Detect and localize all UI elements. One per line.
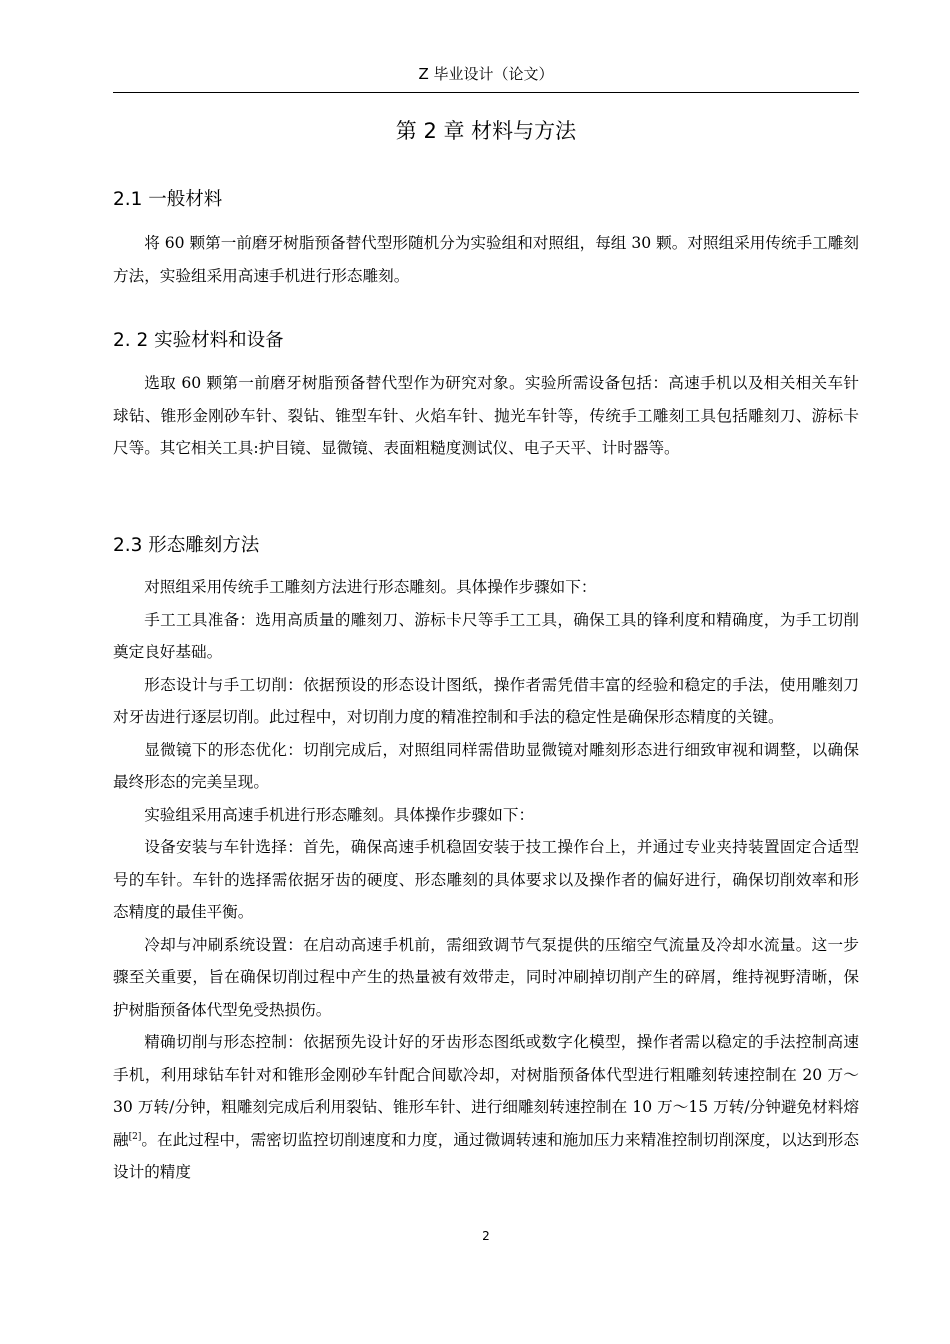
section-heading-2-2: 2. 2 实验材料和设备 bbox=[113, 330, 284, 351]
paragraph: 设备安装与车针选择：首先，确保高速手机稳固安装于技工操作台上，并通过专业夹持装置固定合适型号的车针。车针的选择需依据牙齿的硬度、形态雕刻的具体要求以及操作者的偏好进行，确保切削效率和形态精度的最佳平衡。 bbox=[113, 838, 859, 921]
paragraph-text: 。在此过程中，需密切监控切削速度和力度，通过微调转速和施加压力来精准控制切削深度，以达到形态设计的精度 bbox=[113, 1130, 859, 1181]
section-body-2-3 bbox=[113, 571, 859, 1189]
section-heading-2-3: 2.3 形态雕刻方法 bbox=[113, 535, 260, 556]
page-number: 2 bbox=[482, 1229, 490, 1243]
paragraph: 手工工具准备：选用高质量的雕刻刀、游标卡尺等手工工具，确保工具的锋利度和精确度，为手工切削奠定良好基础。 bbox=[113, 610, 859, 661]
paragraph: 显微镜下的形态优化：切削完成后，对照组同样需借助显微镜对雕刻形态进行细致审视和调整，以确保最终形态的完美呈现。 bbox=[113, 740, 859, 791]
paragraph: 将 60 颗第一前磨牙树脂预备替代型形随机分为实验组和对照组，每组 30 颗。对照组采用传统手工雕刻方法，实验组采用高速手机进行形态雕刻。 bbox=[113, 234, 859, 285]
section-heading-2-1: 2.1 一般材料 bbox=[113, 189, 223, 210]
citation-reference: [2] bbox=[128, 1131, 142, 1142]
paragraph: 实验组采用高速手机进行形态雕刻。具体操作步骤如下： bbox=[144, 805, 535, 824]
paragraph: 冷却与冲刷系统设置：在启动高速手机前，需细致调节气泵提供的压缩空气流量及冷却水流量。这一步骤至关重要，旨在确保切削过程中产生的热量被有效带走，同时冲刷掉切削产生的碎屑，维持视野清晰，保护树脂预备体代型免受热损伤。 bbox=[113, 935, 859, 1019]
paragraph: 形态设计与手工切削：依据预设的形态设计图纸，操作者需凭借丰富的经验和稳定的手法，使用雕刻刀对牙齿进行逐层切削。此过程中，对切削力度的精准控制和手法的稳定性是确保形态精度的关键。 bbox=[113, 675, 859, 726]
paragraph-text: 精确切削与形态控制：依据预先设计好的牙齿形态图纸或数字化模型，操作者需以稳定的手法控制高速手机，利用球钻车针对和锥形金刚砂车针配合间歇冷却，对树脂预备体代型进行粗雕刻转速控制在 20 万～30 万转/分钟，粗雕刻完成后利用裂钻、锥形车针、进行细雕刻转速控制在 10 万～15 万转/分钟避免材料熔融 bbox=[113, 1033, 859, 1149]
section-body-2-1 bbox=[113, 227, 859, 292]
paragraph: 选取 60 颗第一前磨牙树脂预备替代型作为研究对象。实验所需设备包括：高速手机以及相关相关车针球钻、锥形金刚砂车针、裂钻、锥型车针、火焰车针、抛光车针等，传统手工雕刻工具包括雕刻刀、游标卡尺等。其它相关工具:护目镜、显微镜、表面粗糙度测试仪、电子天平、计时器等。 bbox=[113, 374, 859, 457]
header-title: Z 毕业设计（论文） bbox=[418, 65, 554, 83]
section-body-2-2 bbox=[113, 367, 859, 465]
paragraph-with-citation bbox=[113, 1026, 859, 1189]
chapter-title: 第 2 章 材料与方法 bbox=[395, 119, 577, 143]
page-header bbox=[113, 64, 859, 93]
paragraph: 对照组采用传统手工雕刻方法进行形态雕刻。具体操作步骤如下： bbox=[144, 578, 597, 596]
